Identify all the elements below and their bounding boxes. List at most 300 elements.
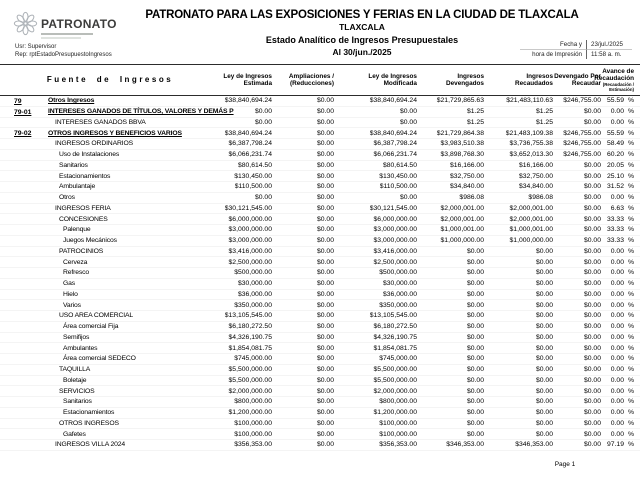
cell-modificada: $3,416,000.00 — [373, 247, 417, 255]
cell-estimada: $0.00 — [254, 118, 272, 126]
row-code — [14, 165, 48, 166]
cell-avance — [601, 269, 634, 276]
cell-avance — [601, 355, 634, 362]
row-code — [14, 229, 48, 230]
percent-sign: % — [627, 183, 634, 191]
cell-recaudados: $0.00 — [535, 419, 553, 427]
cell-recaudados: $0.00 — [535, 290, 553, 298]
avance-value: 33.33 — [606, 237, 624, 245]
cell-recaudados: $0.00 — [535, 387, 553, 395]
avance-value: 55.59 — [606, 97, 624, 105]
cell-ampliaciones: $0.00 — [316, 290, 334, 298]
avance-value: 33.33 — [606, 226, 624, 234]
table-row — [0, 343, 640, 354]
cell-modificada: $0.00 — [399, 118, 417, 126]
row-name: Sanitarios — [59, 161, 88, 169]
table-row — [0, 311, 640, 322]
time-value: 11:58 a. m. — [586, 50, 632, 59]
date-value: 23/jul./2025 — [586, 40, 632, 50]
cell-recaudados: $0.00 — [535, 398, 553, 406]
cell-ampliaciones: $0.00 — [316, 376, 334, 384]
row-code — [14, 380, 48, 381]
cell-devengados: $21,729,864.38 — [436, 129, 484, 137]
column-fuente-de-ingresos: Fuente de Ingresos — [46, 75, 174, 85]
cell-devengados: $2,000,001.00 — [440, 204, 484, 212]
cell-modificada: $110,500.00 — [379, 183, 417, 191]
cell-recaudados: $0.00 — [535, 312, 553, 320]
cell-avance — [601, 345, 634, 352]
row-code — [14, 423, 48, 424]
table-row — [0, 171, 640, 182]
cell-avance — [601, 388, 634, 395]
percent-sign: % — [627, 172, 634, 180]
cell-modificada: $0.00 — [399, 194, 417, 202]
cell-modificada: $2,000,000.00 — [373, 387, 417, 395]
percent-sign: % — [627, 333, 634, 341]
percent-sign: % — [627, 237, 634, 245]
cell-devengados: $0.00 — [466, 247, 484, 255]
cell-modificada: $1,854,081.75 — [373, 344, 417, 352]
cell-estimada: $800,000.00 — [234, 398, 272, 406]
cell-estimada: $500,000.00 — [234, 269, 272, 277]
row-name: Semifijos — [63, 333, 90, 341]
avance-value: 6.63 — [610, 204, 624, 212]
row-code — [14, 208, 48, 209]
cell-devengados: $34,840.00 — [449, 183, 484, 191]
cell-modificada: $36,000.00 — [382, 290, 417, 298]
cell-avance — [601, 259, 634, 266]
cell-ampliaciones: $0.00 — [316, 280, 334, 288]
cell-devengados: $16,166.00 — [449, 161, 484, 169]
percent-sign: % — [627, 194, 634, 202]
cell-ampliaciones: $0.00 — [316, 151, 334, 159]
avance-value: 0.00 — [610, 344, 624, 352]
row-name: USO AREA COMERCIAL — [59, 312, 133, 320]
table-row — [0, 247, 640, 258]
cell-modificada: $3,000,000.00 — [373, 226, 417, 234]
cell-devengados: $0.00 — [466, 301, 484, 309]
cell-recaudados: $0.00 — [535, 258, 553, 266]
row-name: SERVICIOS — [59, 387, 95, 395]
row-code — [14, 358, 48, 359]
cell-recaudados: $2,000,001.00 — [509, 204, 553, 212]
cell-avance — [601, 302, 634, 309]
table-row — [0, 257, 640, 268]
cell-ampliaciones: $0.00 — [316, 441, 334, 449]
cell-por-recaudar: $246,755.00 — [563, 129, 601, 137]
cell-estimada: $6,387,798.24 — [228, 140, 272, 148]
row-name: OTROS INGRESOS — [59, 419, 119, 427]
cell-avance — [601, 248, 634, 255]
row-name: Ambulantaje — [59, 183, 96, 191]
row-name: Estacionamientos — [59, 172, 111, 180]
row-name: OTROS INGRESOS Y BENEFICIOS VARIOS — [48, 129, 182, 137]
percent-sign: % — [627, 97, 634, 105]
cell-estimada: $36,000.00 — [237, 290, 272, 298]
cell-recaudados: $34,840.00 — [518, 183, 553, 191]
report-name: Estado Analítico de Ingresos Presupuestales — [265, 35, 459, 45]
row-code — [14, 391, 48, 392]
cell-modificada: $6,066,231.74 — [373, 151, 417, 159]
table-row — [0, 333, 640, 344]
income-table — [0, 64, 640, 451]
cell-ampliaciones: $0.00 — [316, 129, 334, 137]
cell-estimada: $1,200,000.00 — [228, 409, 272, 417]
cell-devengados: $0.00 — [466, 269, 484, 277]
avance-value: 31.52 — [606, 183, 624, 191]
avance-value: 0.00 — [610, 430, 624, 438]
column-ley-estimada: Ley de Ingresos Estimada — [223, 72, 272, 87]
cell-recaudados: $346,353.00 — [515, 441, 553, 449]
row-name: INGRESOS ORDINARIOS — [55, 140, 133, 148]
report-title: PATRONATO PARA LAS EXPOSICIONES Y FERIAS EN LA CIUDAD DE TLAXCALA — [145, 9, 579, 21]
table-row — [0, 107, 640, 118]
cell-modificada: $80,614.50 — [382, 161, 417, 169]
print-datetime-box — [520, 40, 632, 59]
percent-sign: % — [627, 161, 634, 169]
row-name: Estacionamientos — [63, 409, 115, 417]
cell-avance — [601, 312, 634, 319]
cell-por-recaudar: $0.00 — [583, 376, 601, 384]
percent-sign: % — [627, 398, 634, 406]
cell-por-recaudar: $0.00 — [583, 194, 601, 202]
cell-devengados: $1,000,001.00 — [440, 226, 484, 234]
avance-value: 0.00 — [610, 312, 624, 320]
row-name: CONCESIONES — [59, 215, 108, 223]
cell-estimada: $6,180,272.50 — [228, 323, 272, 331]
cell-por-recaudar: $0.00 — [583, 108, 601, 116]
percent-sign: % — [627, 409, 634, 417]
cell-ampliaciones: $0.00 — [316, 258, 334, 266]
row-code — [14, 369, 48, 370]
cell-por-recaudar: $0.00 — [583, 226, 601, 234]
cell-ampliaciones: $0.00 — [316, 183, 334, 191]
cell-por-recaudar: $0.00 — [583, 409, 601, 417]
avance-value: 0.00 — [610, 247, 624, 255]
table-row — [0, 354, 640, 365]
cell-devengados: $0.00 — [466, 290, 484, 298]
row-code — [14, 401, 48, 402]
cell-recaudados: $32,750.00 — [518, 172, 553, 180]
table-row — [0, 386, 640, 397]
report-city: TLAXCALA — [339, 22, 385, 32]
cell-modificada: $30,000.00 — [382, 280, 417, 288]
cell-modificada: $100,000.00 — [379, 419, 417, 427]
percent-sign: % — [627, 215, 634, 223]
percent-sign: % — [627, 312, 634, 320]
row-name: Ambulantes — [63, 344, 98, 352]
cell-modificada: $0.00 — [399, 108, 417, 116]
column-ampliaciones: Ampliaciones / (Reducciones) — [288, 72, 334, 87]
row-name: INGRESOS FERIA — [55, 204, 111, 212]
cell-ampliaciones: $0.00 — [316, 204, 334, 212]
percent-sign: % — [627, 280, 634, 288]
cell-modificada: $1,200,000.00 — [373, 409, 417, 417]
cell-modificada: $350,000.00 — [379, 301, 417, 309]
table-row — [0, 225, 640, 236]
row-name: Otros — [59, 194, 75, 202]
cell-recaudados: $1.25 — [535, 118, 553, 126]
avance-value: 0.00 — [610, 387, 624, 395]
percent-sign: % — [627, 269, 634, 277]
table-row — [0, 150, 640, 161]
cell-ampliaciones: $0.00 — [316, 140, 334, 148]
table-row — [0, 139, 640, 150]
row-name: TAQUILLA — [59, 366, 91, 374]
cell-por-recaudar: $0.00 — [583, 355, 601, 363]
row-code — [14, 348, 48, 349]
table-row — [0, 182, 640, 193]
cell-estimada: $2,500,000.00 — [228, 258, 272, 266]
cell-modificada: $6,180,272.50 — [373, 323, 417, 331]
cell-recaudados: $1.25 — [535, 108, 553, 116]
cell-modificada: $6,387,798.24 — [373, 140, 417, 148]
percent-sign: % — [627, 151, 634, 159]
cell-estimada: $38,840,694.24 — [224, 129, 272, 137]
cell-por-recaudar: $0.00 — [583, 441, 601, 449]
cell-estimada: $0.00 — [254, 108, 272, 116]
cell-estimada: $6,000,000.00 — [228, 215, 272, 223]
cell-devengados: $0.00 — [466, 333, 484, 341]
cell-devengados: $0.00 — [466, 312, 484, 320]
cell-ampliaciones: $0.00 — [316, 108, 334, 116]
cell-devengados: $21,729,865.63 — [436, 97, 484, 105]
avance-value: 0.00 — [610, 409, 624, 417]
cell-por-recaudar: $0.00 — [583, 204, 601, 212]
cell-ampliaciones: $0.00 — [316, 237, 334, 245]
logo-wordmark: PATRONATO — [41, 17, 117, 31]
date-label: Fecha y — [520, 40, 586, 50]
cell-devengados: $3,983,510.38 — [440, 140, 484, 148]
percent-sign: % — [627, 301, 634, 309]
cell-modificada: $2,500,000.00 — [373, 258, 417, 266]
cell-modificada: $30,121,545.00 — [369, 204, 417, 212]
row-name: Gas — [63, 280, 76, 288]
cell-modificada: $100,000.00 — [379, 430, 417, 438]
row-code — [14, 326, 48, 327]
cell-devengados: $0.00 — [466, 398, 484, 406]
table-row — [0, 365, 640, 376]
cell-ampliaciones: $0.00 — [316, 409, 334, 417]
cell-avance — [601, 194, 634, 201]
cell-avance — [601, 441, 634, 448]
cell-avance — [601, 377, 634, 384]
row-name: Hielo — [63, 290, 78, 298]
percent-sign: % — [627, 366, 634, 374]
cell-avance — [601, 97, 634, 104]
cell-por-recaudar: $0.00 — [583, 323, 601, 331]
logo-subtext-bar2 — [41, 37, 81, 39]
cell-avance — [601, 183, 634, 190]
row-code — [14, 143, 48, 144]
percent-sign: % — [627, 204, 634, 212]
percent-sign: % — [627, 140, 634, 148]
table-row — [0, 440, 640, 451]
table-row — [0, 279, 640, 290]
report-id-line: Rep: rptEstadoPresupuestoIngresos — [15, 52, 112, 58]
cell-estimada: $130,450.00 — [234, 172, 272, 180]
cell-ampliaciones: $0.00 — [316, 430, 334, 438]
cell-modificada: $5,500,000.00 — [373, 366, 417, 374]
avance-value: 0.00 — [610, 366, 624, 374]
cell-por-recaudar: $246,755.00 — [563, 97, 601, 105]
cell-devengados: $0.00 — [466, 323, 484, 331]
cell-recaudados: $2,000,001.00 — [509, 215, 553, 223]
row-code — [14, 305, 48, 306]
cell-ampliaciones: $0.00 — [316, 97, 334, 105]
cell-devengados: $0.00 — [466, 344, 484, 352]
cell-devengados: $346,353.00 — [446, 441, 484, 449]
table-row — [0, 214, 640, 225]
cell-por-recaudar: $0.00 — [583, 161, 601, 169]
cell-por-recaudar: $0.00 — [583, 387, 601, 395]
percent-sign: % — [627, 387, 634, 395]
row-code — [14, 251, 48, 252]
cell-estimada: $745,000.00 — [234, 355, 272, 363]
cell-devengados: $1.25 — [466, 108, 484, 116]
cell-por-recaudar: $0.00 — [583, 398, 601, 406]
row-code — [14, 154, 48, 155]
cell-devengados: $2,000,001.00 — [440, 215, 484, 223]
cell-devengados: $3,898,768.30 — [440, 151, 484, 159]
percent-sign: % — [627, 441, 634, 449]
cell-devengados: $1,000,000.00 — [440, 237, 484, 245]
cell-modificada: $5,500,000.00 — [373, 376, 417, 384]
cell-modificada: $130,450.00 — [379, 172, 417, 180]
cell-estimada: $3,000,000.00 — [228, 237, 272, 245]
avance-value: 0.00 — [610, 398, 624, 406]
avance-value: 0.00 — [610, 280, 624, 288]
cell-ampliaciones: $0.00 — [316, 301, 334, 309]
percent-sign: % — [627, 258, 634, 266]
cell-recaudados: $3,652,013.30 — [509, 151, 553, 159]
cell-estimada: $30,000.00 — [237, 280, 272, 288]
table-row — [0, 397, 640, 408]
cell-por-recaudar: $0.00 — [583, 312, 601, 320]
row-code — [14, 315, 48, 316]
cell-avance — [601, 205, 634, 212]
cell-ampliaciones: $0.00 — [316, 387, 334, 395]
cell-devengados: $0.00 — [466, 366, 484, 374]
cell-estimada: $38,840,694.24 — [224, 97, 272, 105]
row-name: Área comercial Fija — [63, 323, 119, 331]
cell-modificada: $800,000.00 — [379, 398, 417, 406]
cell-ampliaciones: $0.00 — [316, 172, 334, 180]
cell-recaudados: $0.00 — [535, 247, 553, 255]
row-name: PATROCINIOS — [59, 247, 104, 255]
percent-sign: % — [627, 376, 634, 384]
avance-value: 97.19 — [606, 441, 624, 449]
table-row — [0, 96, 640, 107]
cell-avance — [601, 162, 634, 169]
cell-ampliaciones: $0.00 — [316, 194, 334, 202]
cell-por-recaudar: $0.00 — [583, 258, 601, 266]
cell-recaudados: $0.00 — [535, 409, 553, 417]
cell-por-recaudar: $0.00 — [583, 301, 601, 309]
avance-value: 55.59 — [606, 129, 624, 137]
avance-value: 0.00 — [610, 290, 624, 298]
avance-value: 60.20 — [606, 151, 624, 159]
cell-estimada: $100,000.00 — [234, 419, 272, 427]
cell-avance — [601, 173, 634, 180]
cell-recaudados: $0.00 — [535, 355, 553, 363]
cell-recaudados: $986.08 — [528, 194, 553, 202]
row-name: INGRESOS VILLA 2024 — [55, 441, 126, 449]
cell-recaudados: $21,483,110.63 — [506, 97, 553, 105]
table-row — [0, 161, 640, 172]
percent-sign: % — [627, 344, 634, 352]
cell-avance — [601, 431, 634, 438]
cell-avance — [601, 237, 634, 244]
cell-ampliaciones: $0.00 — [316, 215, 334, 223]
cell-estimada: $1,854,081.75 — [228, 344, 272, 352]
row-name: Juegos Mecánicos — [63, 237, 117, 245]
row-name: INTERESES GANADOS DE TÍTULOS, VALORES Y DEMÁS P — [48, 108, 234, 116]
row-code — [14, 219, 48, 220]
cell-devengados: $0.00 — [466, 387, 484, 395]
avance-value: 0.00 — [610, 355, 624, 363]
percent-sign: % — [627, 323, 634, 331]
cell-ampliaciones: $0.00 — [316, 344, 334, 352]
cell-recaudados: $1,000,001.00 — [509, 226, 553, 234]
avance-value: 33.33 — [606, 215, 624, 223]
cell-ampliaciones: $0.00 — [316, 355, 334, 363]
avance-value: 0.00 — [610, 108, 624, 116]
column-avance-recaudacion: Avance de Recaudación (Recaudación / Estimación) — [594, 67, 634, 93]
cell-por-recaudar: $0.00 — [583, 280, 601, 288]
flower-logo-icon — [13, 11, 38, 36]
cell-avance — [601, 140, 634, 147]
avance-value: 0.00 — [610, 301, 624, 309]
avance-value: 58.49 — [606, 140, 624, 148]
time-label: hora de Impresión — [532, 51, 582, 58]
cell-recaudados: $0.00 — [535, 366, 553, 374]
cell-avance — [601, 119, 634, 126]
table-row — [0, 322, 640, 333]
row-name: Uso de Instalaciones — [59, 151, 120, 159]
percent-sign: % — [627, 430, 634, 438]
cell-ampliaciones: $0.00 — [316, 366, 334, 374]
cell-modificada: $356,353.00 — [379, 441, 417, 449]
cell-avance — [601, 291, 634, 298]
row-name: Boletaje — [63, 376, 87, 384]
cell-avance — [601, 130, 634, 137]
cell-estimada: $4,326,190.75 — [228, 333, 272, 341]
cell-recaudados: $0.00 — [535, 280, 553, 288]
cell-ampliaciones: $0.00 — [316, 226, 334, 234]
cell-recaudados: $21,483,109.38 — [505, 129, 553, 137]
row-code — [14, 434, 48, 435]
cell-devengados: $1.25 — [466, 118, 484, 126]
cell-avance — [601, 398, 634, 405]
cell-estimada: $80,614.50 — [237, 161, 272, 169]
cell-modificada: $500,000.00 — [379, 269, 417, 277]
cell-modificada: $6,000,000.00 — [373, 215, 417, 223]
cell-por-recaudar: $0.00 — [583, 290, 601, 298]
row-name: Refresco — [63, 269, 89, 277]
percent-sign: % — [627, 108, 634, 116]
table-row — [0, 268, 640, 279]
cell-por-recaudar: $0.00 — [583, 172, 601, 180]
row-code — [14, 122, 48, 123]
cell-avance — [601, 334, 634, 341]
cell-recaudados: $16,166.00 — [518, 161, 553, 169]
cell-devengados: $0.00 — [466, 280, 484, 288]
row-code — [14, 262, 48, 263]
column-ingresos-devengados: Ingresos Devengados — [445, 72, 484, 87]
table-row — [0, 300, 640, 311]
row-code — [14, 176, 48, 177]
